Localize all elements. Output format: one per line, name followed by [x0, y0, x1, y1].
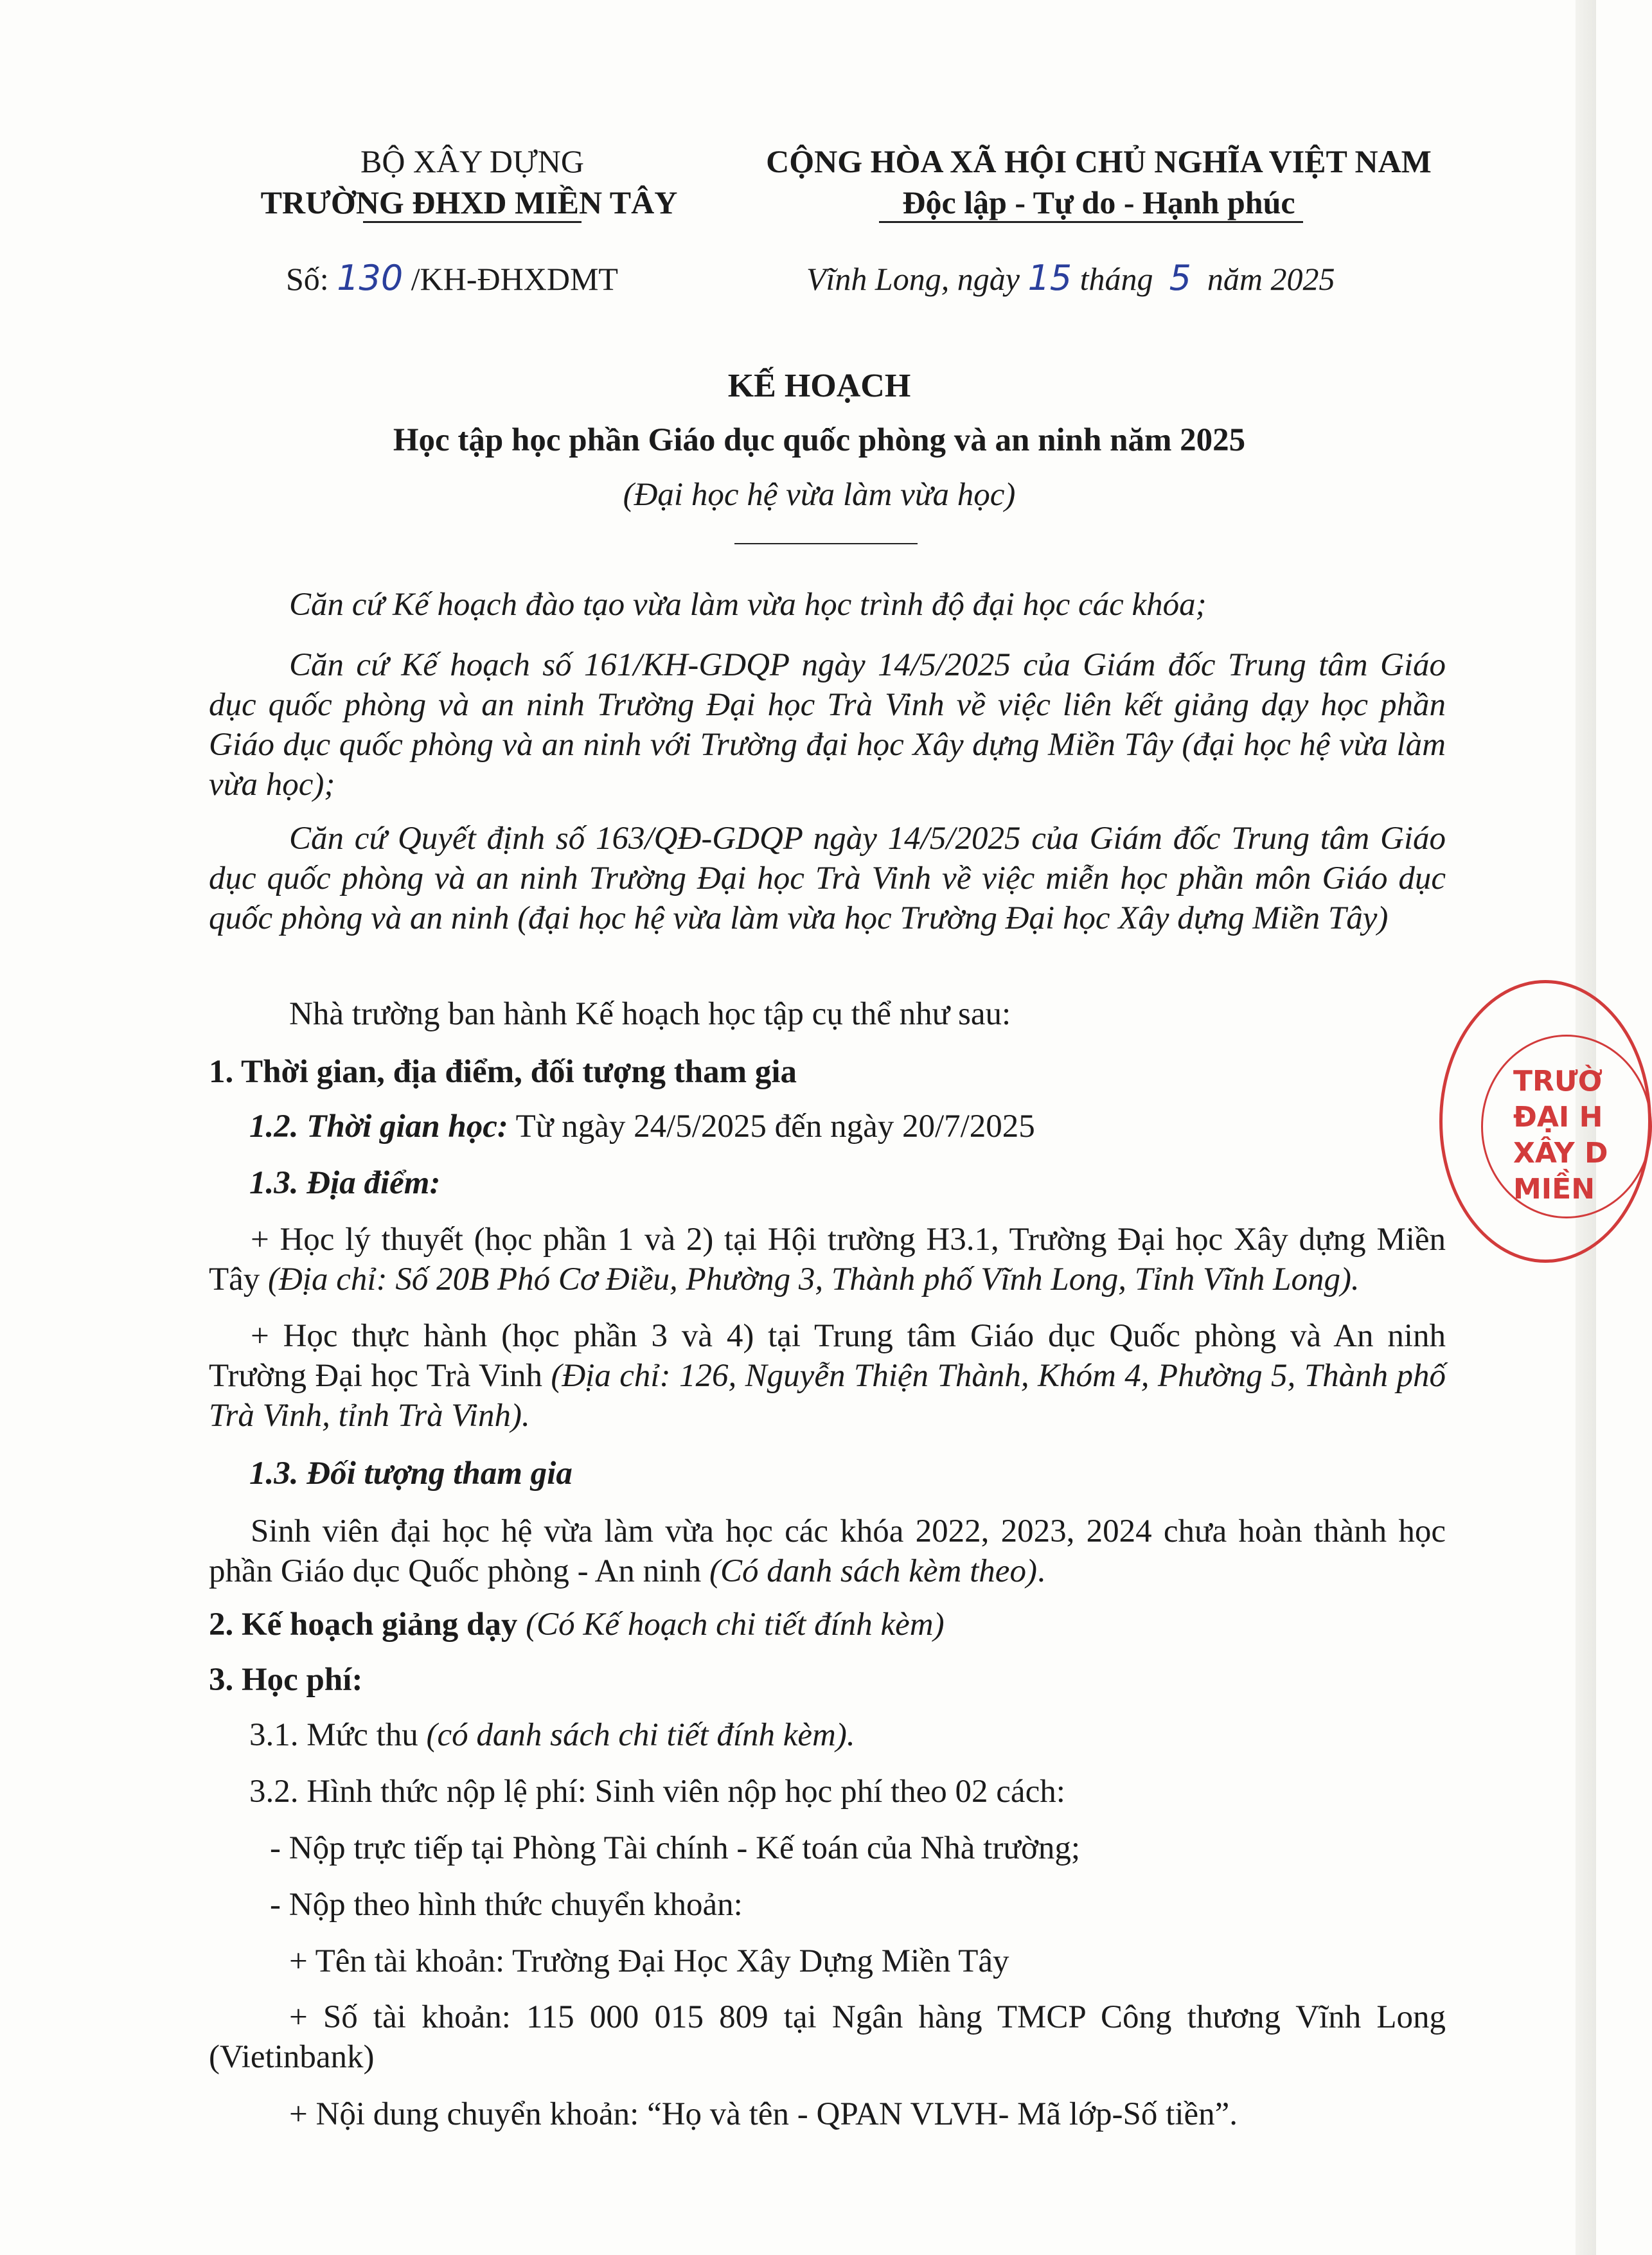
section-3-heading: 3. Học phí:: [209, 1662, 363, 1698]
basis-3: Căn cứ Quyết định số 163/QĐ-GDQP ngày 14/5/2025 của Giám đốc Trung tâm Giáo dục quốc phòng và an ninh Trường Đại học Trà Vinh về việc miễn học phần môn Giáo dục quốc phòng và an ninh (đại học hệ vừa làm vừa học Trường Đại học Xây dựng Miền Tây): [209, 821, 1446, 936]
study-time-value: Từ ngày 24/5/2025 đến ngày 20/7/2025: [508, 1109, 1035, 1145]
document-number: [286, 257, 618, 300]
study-time: [249, 1107, 1035, 1146]
place-practice-text: + Học thực hành (học phần 3 và 4) tại Trung tâm Giáo dục Quốc phòng và An ninh Trường Đại học Trà Vinh: [209, 1318, 1446, 1394]
date-day: 15: [1027, 258, 1072, 298]
transfer-content: + Nội dung chuyển khoản: “Họ và tên - QPAN VLVH- Mã lớp-Số tiền”.: [289, 2096, 1238, 2132]
section-2: [209, 1605, 945, 1644]
number-handwritten: 130: [337, 258, 404, 298]
nation-title: CỘNG HÒA XÃ HỘI CHỦ NGHĨA VIỆT NAM: [766, 143, 1432, 179]
nation-motto: Độc lập - Tự do - Hạnh phúc: [902, 184, 1295, 220]
school-name: TRƯỜNG ĐHXD MIỀN TÂY: [260, 184, 678, 220]
official-seal: [1439, 980, 1651, 1263]
account-name: + Tên tài khoản: Trường Đại Học Xây Dựng Miền Tây: [289, 1943, 1009, 1979]
date-place: Vĩnh Long, ngày: [806, 261, 1020, 297]
fee-level: [249, 1715, 855, 1755]
motto-underline: [879, 221, 1303, 223]
number-suffix: /KH-ĐHXDMT: [411, 261, 618, 297]
intro-text: Nhà trường ban hành Kế hoạch học tập cụ thể như sau:: [289, 996, 1011, 1032]
fee-level-text: 3.1. Mức thu: [249, 1717, 427, 1753]
study-time-label: 1.2. Thời gian học:: [249, 1109, 508, 1145]
target-note: (Có danh sách kèm theo): [709, 1553, 1037, 1589]
official-seal-text: TRƯỜ ĐẠI H XÂY D MIỀN: [1513, 1065, 1608, 1206]
school-underline: [363, 221, 582, 223]
section-2-heading: 2. Kế hoạch giảng dạy: [209, 1607, 518, 1643]
place-practice-address: (Địa chỉ: 126, Nguyễn Thiện Thành, Khóm 4, Phường 5, Thành phố Trà Vinh, tỉnh Trà Vinh).: [209, 1358, 1446, 1434]
place-practice: [209, 1316, 1446, 1436]
target-text: Sinh viên đại học hệ vừa làm vừa học các khóa 2022, 2023, 2024 chưa hoàn thành học phần Giáo dục Quốc phòng - An ninh: [209, 1513, 1446, 1589]
place-theory-text: + Học lý thuyết (học phần 1 và 2) tại Hội trường H3.1, Trường Đại học Xây dựng Miền Tây: [209, 1222, 1446, 1297]
payment-transfer: - Nộp theo hình thức chuyển khoản:: [270, 1887, 743, 1923]
document-title: KẾ HOẠCH: [727, 368, 911, 404]
target-heading: 1.3. Đối tượng tham gia: [249, 1456, 573, 1492]
account-number: + Số tài khoản: 115 000 015 809 tại Ngân hàng TMCP Công thương Vĩnh Long (Vietinbank): [209, 1999, 1446, 2075]
section-2-note: (Có Kế hoạch chi tiết đính kèm): [517, 1607, 945, 1643]
date-month-word: tháng: [1079, 261, 1153, 297]
ministry-name: BỘ XÂY DỰNG: [360, 143, 585, 179]
section-1-heading: 1. Thời gian, địa điểm, đối tượng tham gia: [209, 1054, 797, 1090]
document-note: (Đại học hệ vừa làm vừa học): [623, 477, 1016, 513]
number-prefix: Số:: [286, 261, 329, 297]
document-subtitle: Học tập học phần Giáo dục quốc phòng và an ninh năm 2025: [393, 422, 1246, 458]
target-paragraph: [209, 1511, 1446, 1591]
basis-2: Căn cứ Kế hoạch số 161/KH-GDQP ngày 14/5/2025 của Giám đốc Trung tâm Giáo dục quốc phòng và an ninh Trường Đại học Trà Vinh về việc liên kết giảng dạy học phần Giáo dục quốc phòng và an ninh với Trường đại học Xây dựng Miền Tây (đại học hệ vừa làm vừa học);: [209, 647, 1446, 803]
document-date: [806, 257, 1335, 300]
date-month: 5: [1169, 258, 1191, 298]
payment-method: 3.2. Hình thức nộp lệ phí: Sinh viên nộp học phí theo 02 cách:: [249, 1774, 1065, 1810]
payment-direct: - Nộp trực tiếp tại Phòng Tài chính - Kế toán của Nhà trường;: [270, 1830, 1081, 1866]
place-theory: [209, 1220, 1446, 1299]
fee-level-note: (có danh sách chi tiết đính kèm).: [426, 1717, 855, 1753]
place-theory-address: (Địa chỉ: Số 20B Phó Cơ Điều, Phường 3, Thành phố Vĩnh Long, Tỉnh Vĩnh Long).: [268, 1261, 1360, 1297]
title-rule: [734, 543, 918, 544]
basis-1: Căn cứ Kế hoạch đào tạo vừa làm vừa học trình độ đại học các khóa;: [289, 587, 1207, 623]
target-end: .: [1036, 1553, 1045, 1589]
place-heading: 1.3. Địa điểm:: [249, 1165, 441, 1201]
date-year: năm 2025: [1207, 261, 1335, 297]
